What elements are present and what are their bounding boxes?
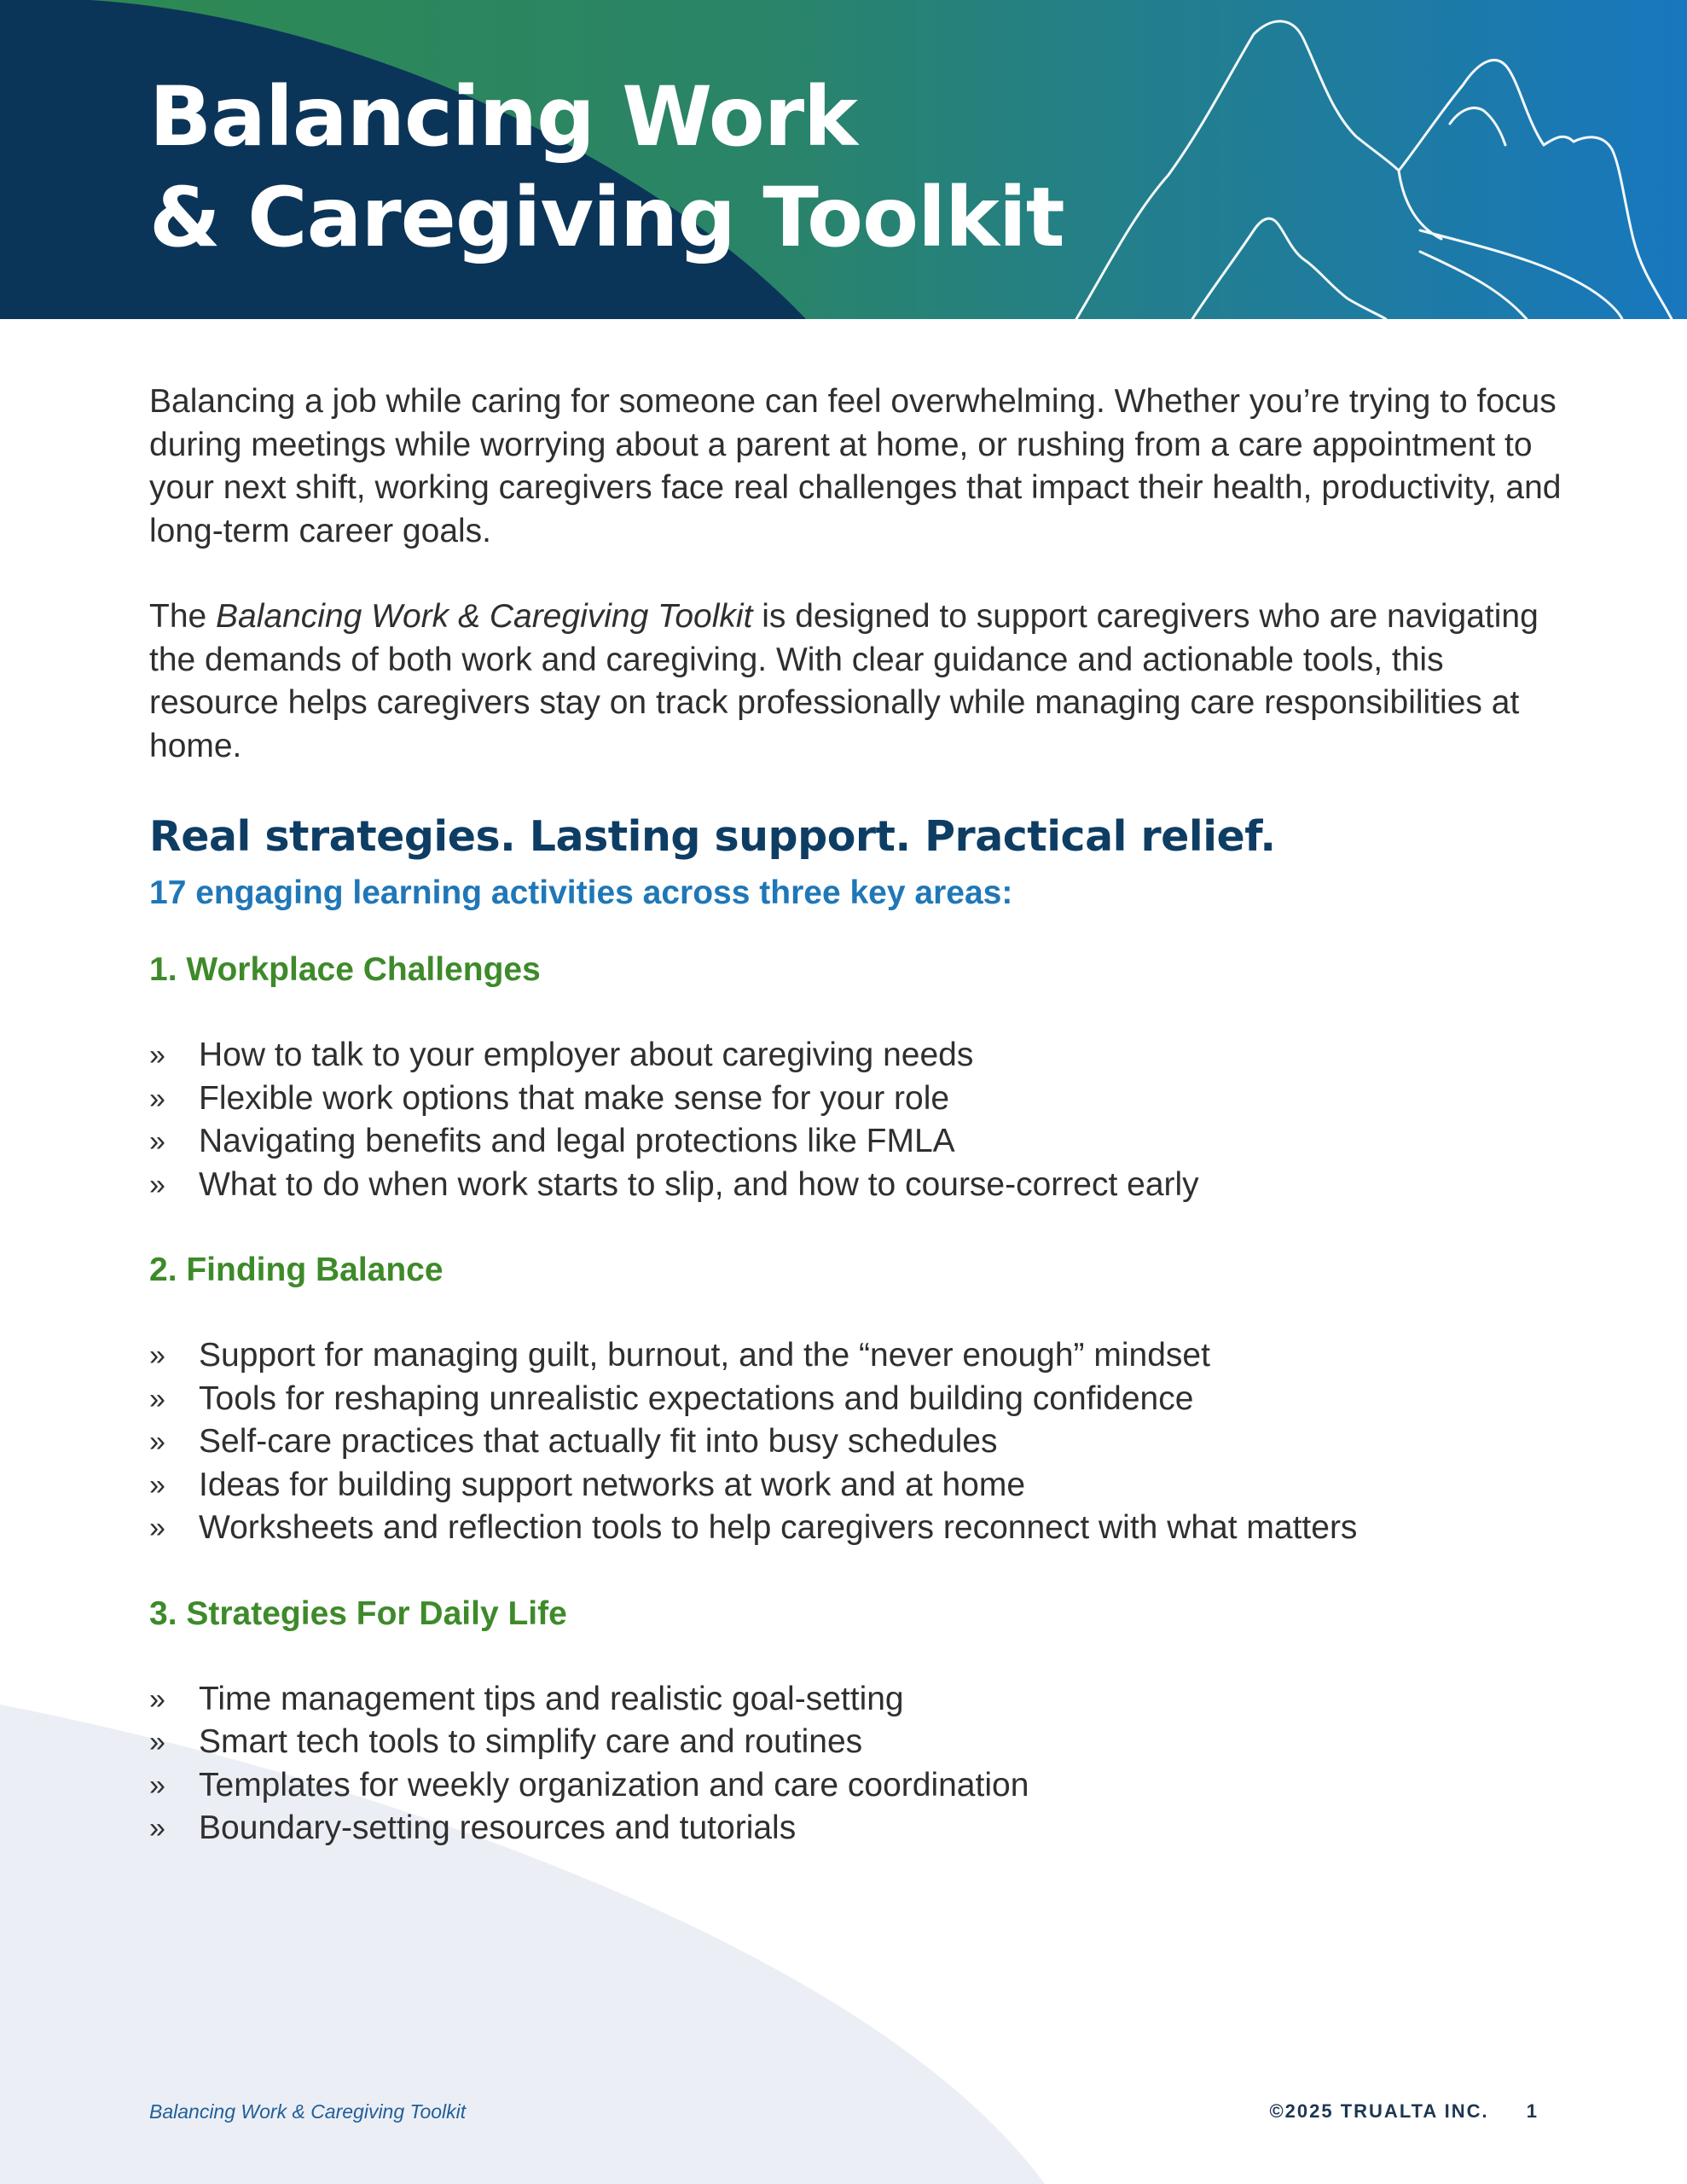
section-title-finding-balance: 2. Finding Balance — [149, 1252, 443, 1288]
bullet-marker-icon: » — [149, 1039, 165, 1072]
page-number: 1 — [1526, 2100, 1539, 2122]
tagline-heading: Real strategies. Lasting support. Practical relief. — [149, 812, 1276, 861]
list-item-text: Worksheets and reflection tools to help caregivers reconnect with what matters — [199, 1509, 1358, 1546]
bullet-marker-icon: » — [149, 1726, 165, 1758]
list-item-text: Time management tips and realistic goal-setting — [199, 1680, 904, 1717]
toolkit-name-italic: Balancing Work & Caregiving Toolkit — [216, 598, 753, 635]
bullet-marker-icon: » — [149, 1769, 165, 1802]
list-item — [149, 1120, 1565, 1164]
section-title-workplace-challenges: 1. Workplace Challenges — [149, 951, 541, 988]
list-item — [149, 1764, 1565, 1808]
list-item-text: What to do when work starts to slip, and how to course-correct early — [199, 1165, 1199, 1203]
list-item — [149, 1807, 1565, 1850]
intro-paragraph-2-prefix: The — [149, 598, 217, 635]
list-item — [149, 1721, 1565, 1764]
list-item-text: Smart tech tools to simplify care and routines — [199, 1723, 863, 1760]
page-title — [149, 67, 1064, 268]
intro-paragraph-1: Balancing a job while caring for someone can feel overwhelming. Whether you’re trying to focus during meetings while worrying about a parent at home, or rushing from a care appointment to your next shift, working caregivers face real challenges that impact their health, productivity, and long-term career goals. — [149, 383, 1562, 549]
list-item — [149, 1378, 1565, 1421]
bullet-marker-icon: » — [149, 1382, 165, 1415]
list-item-text: Support for managing guilt, burnout, and the “never enough” mindset — [199, 1337, 1210, 1374]
section-title-strategies-daily-life: 3. Strategies For Daily Life — [149, 1594, 567, 1632]
list-item-text: Ideas for building support networks at work and at home — [199, 1466, 1026, 1503]
list-item — [149, 1678, 1565, 1722]
intro-paragraph-2 — [149, 595, 1565, 768]
list-item-text: How to talk to your employer about caregiving needs — [199, 1037, 974, 1073]
list-item — [149, 1464, 1565, 1507]
bullet-marker-icon: » — [149, 1426, 165, 1458]
main-content — [149, 380, 1565, 1893]
activities-subheading: 17 engaging learning activities across three key areas: — [149, 874, 1013, 911]
bullet-marker-icon: » — [149, 1125, 165, 1158]
intro-paragraph-2-suffix: is designed to support caregivers who are navigating the demands of both work and caregiving. With clear guidance and actionable tools, this resource helps caregivers stay on track professionally while managing care responsibilities at home. — [149, 598, 1539, 764]
list-item — [149, 1334, 1565, 1378]
list-item — [149, 1034, 1565, 1077]
bullet-marker-icon: » — [149, 1682, 165, 1716]
title-line-2: & Caregiving Toolkit — [149, 170, 1064, 265]
bullet-marker-icon: » — [149, 1339, 165, 1372]
bullet-marker-icon: » — [149, 1082, 165, 1115]
section-list-finding-balance — [149, 1334, 1565, 1550]
bullet-marker-icon: » — [149, 1168, 165, 1201]
list-item — [149, 1077, 1565, 1121]
list-item-text: Self-care practices that actually fit into busy schedules — [199, 1423, 998, 1460]
title-line-1: Balancing Work — [149, 69, 857, 165]
list-item-text: Flexible work options that make sense for your role — [199, 1079, 950, 1117]
list-item-text: Navigating benefits and legal protections like FMLA — [199, 1123, 955, 1159]
list-item-text: Templates for weekly organization and care coordination — [199, 1766, 1029, 1804]
list-item — [149, 1164, 1565, 1207]
bullet-marker-icon: » — [149, 1468, 165, 1502]
section-list-workplace-challenges — [149, 1034, 1565, 1206]
list-item — [149, 1507, 1565, 1550]
list-item-text: Tools for reshaping unrealistic expectations and building confidence — [199, 1380, 1194, 1417]
header-banner — [0, 0, 1687, 319]
footer-document-title: Balancing Work & Caregiving Toolkit — [149, 2100, 467, 2123]
list-item-text: Boundary-setting resources and tutorials — [199, 1809, 797, 1846]
footer-copyright: ©2025 TRUALTA INC. — [1269, 2100, 1489, 2122]
section-list-strategies-daily-life — [149, 1678, 1565, 1850]
list-item — [149, 1420, 1565, 1464]
bullet-marker-icon: » — [149, 1512, 165, 1544]
footer-copyright-block — [1269, 2100, 1539, 2123]
bullet-marker-icon: » — [149, 1812, 165, 1844]
